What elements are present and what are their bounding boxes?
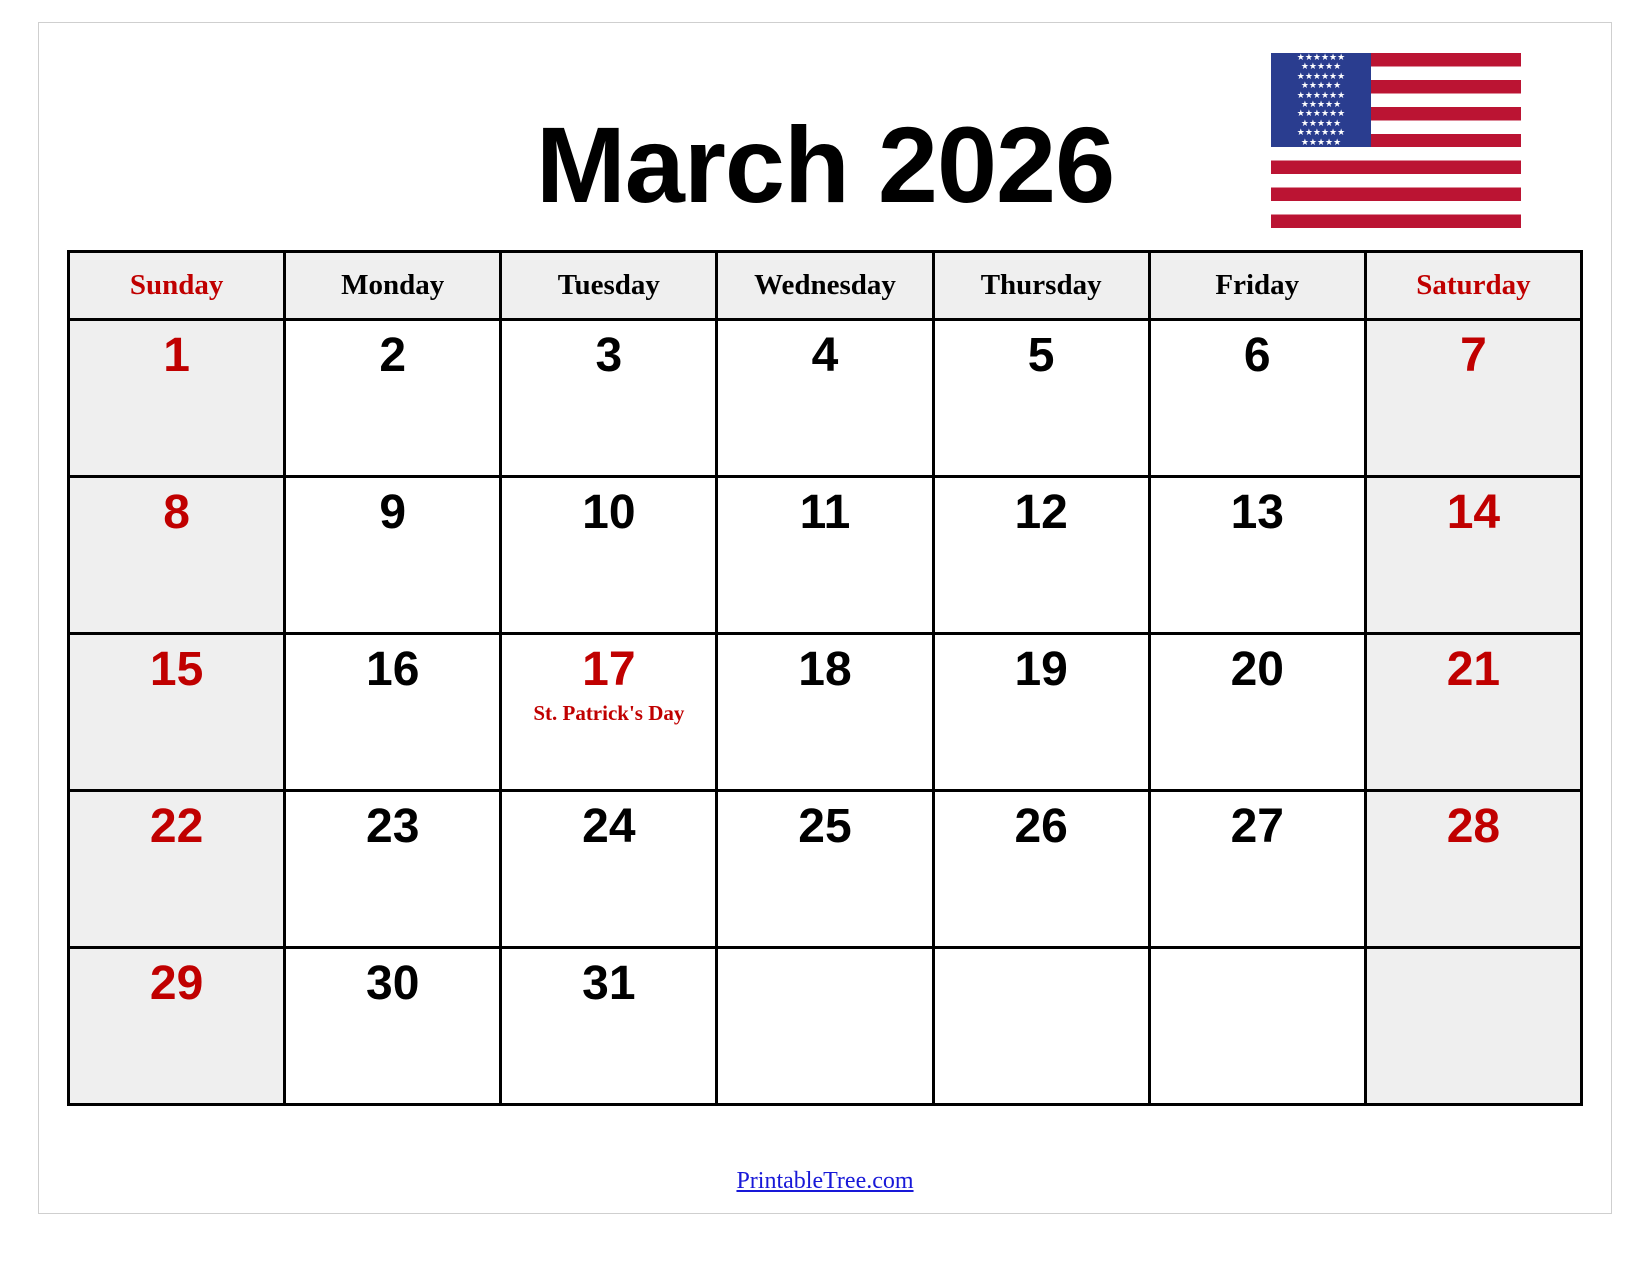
calendar-day-cell[interactable] bbox=[285, 948, 501, 1105]
day-number: 26 bbox=[1014, 800, 1068, 853]
weekday-header-sunday: Sunday bbox=[69, 252, 285, 320]
calendar-day-cell[interactable] bbox=[69, 791, 285, 948]
weekday-header-friday: Friday bbox=[1149, 252, 1365, 320]
day-number: 21 bbox=[1446, 643, 1501, 696]
holiday-label: St. Patrick's Day bbox=[533, 701, 685, 726]
day-number: 6 bbox=[1243, 329, 1271, 382]
flag-star-row: ★★★★★ bbox=[1300, 117, 1342, 128]
calendar-day-cell[interactable] bbox=[1149, 320, 1365, 477]
flag-star-row: ★★★★★ bbox=[1300, 61, 1342, 72]
day-number: 16 bbox=[366, 643, 420, 696]
flag-star-row: ★★★★★ bbox=[1300, 99, 1342, 110]
calendar-day-cell[interactable] bbox=[501, 634, 717, 791]
day-number bbox=[1367, 949, 1580, 959]
calendar-header bbox=[39, 23, 1611, 245]
day-number: 22 bbox=[149, 800, 204, 853]
day-number: 23 bbox=[366, 800, 420, 853]
weekday-header-tuesday: Tuesday bbox=[501, 252, 717, 320]
calendar-day-cell[interactable] bbox=[69, 634, 285, 791]
day-number: 19 bbox=[1014, 643, 1068, 696]
calendar-day-cell[interactable] bbox=[1149, 791, 1365, 948]
calendar-day-cell[interactable] bbox=[285, 791, 501, 948]
day-number: 13 bbox=[1230, 486, 1284, 539]
day-number: 4 bbox=[811, 329, 839, 382]
weekday-header-wednesday: Wednesday bbox=[717, 252, 933, 320]
weekday-header-saturday: Saturday bbox=[1365, 252, 1581, 320]
day-number: 7 bbox=[1460, 329, 1487, 382]
day-number: 29 bbox=[149, 957, 204, 1010]
day-number: 31 bbox=[582, 957, 636, 1010]
day-number: 8 bbox=[163, 486, 190, 539]
weekday-header-thursday: Thursday bbox=[933, 252, 1149, 320]
calendar-day-cell[interactable] bbox=[285, 320, 501, 477]
us-flag-icon bbox=[1271, 53, 1521, 228]
calendar-day-cell[interactable] bbox=[717, 791, 933, 948]
calendar-week-row bbox=[69, 791, 1582, 948]
day-number bbox=[1151, 949, 1364, 959]
day-number: 25 bbox=[798, 800, 852, 853]
day-number: 1 bbox=[163, 329, 190, 382]
calendar-day-cell[interactable] bbox=[1149, 477, 1365, 634]
calendar-day-cell[interactable] bbox=[69, 948, 285, 1105]
calendar-day-cell[interactable] bbox=[1149, 634, 1365, 791]
calendar-day-cell[interactable] bbox=[501, 477, 717, 634]
calendar-day-cell[interactable] bbox=[285, 634, 501, 791]
day-number: 27 bbox=[1230, 800, 1284, 853]
flag-star-row: ★★★★★★ bbox=[1296, 70, 1346, 81]
day-number: 20 bbox=[1230, 643, 1284, 696]
calendar-day-cell[interactable] bbox=[501, 791, 717, 948]
calendar-day-cell[interactable] bbox=[1365, 320, 1581, 477]
calendar-week-row bbox=[69, 320, 1582, 477]
calendar-week-row bbox=[69, 634, 1582, 791]
day-number: 2 bbox=[379, 329, 407, 382]
flag-star-row: ★★★★★ bbox=[1300, 136, 1342, 147]
flag-canton bbox=[1271, 53, 1371, 147]
calendar-day-cell[interactable] bbox=[933, 320, 1149, 477]
weekday-header-monday: Monday bbox=[285, 252, 501, 320]
flag-star-row: ★★★★★★ bbox=[1296, 108, 1346, 119]
calendar-page bbox=[38, 22, 1612, 1214]
flag-star-row: ★★★★★★ bbox=[1296, 53, 1346, 62]
day-number: 3 bbox=[595, 329, 623, 382]
calendar-day-cell[interactable] bbox=[717, 948, 933, 1105]
footer bbox=[39, 1168, 1611, 1195]
day-number: 14 bbox=[1446, 486, 1501, 539]
calendar-week-row bbox=[69, 477, 1582, 634]
calendar-day-cell[interactable] bbox=[717, 634, 933, 791]
calendar-day-cell[interactable] bbox=[1365, 477, 1581, 634]
calendar-day-cell[interactable] bbox=[933, 948, 1149, 1105]
calendar-day-cell[interactable] bbox=[1365, 634, 1581, 791]
flag-star-row: ★★★★★ bbox=[1300, 80, 1342, 91]
day-number bbox=[718, 949, 931, 959]
calendar-week-row bbox=[69, 948, 1582, 1105]
flag-star-row: ★★★★★★ bbox=[1296, 127, 1346, 138]
calendar-day-cell[interactable] bbox=[501, 320, 717, 477]
day-number: 17 bbox=[582, 643, 636, 696]
calendar-day-cell[interactable] bbox=[1149, 948, 1365, 1105]
day-number: 30 bbox=[366, 957, 420, 1010]
day-number: 10 bbox=[582, 486, 636, 539]
calendar-day-cell[interactable] bbox=[69, 320, 285, 477]
page-title: March 2026 bbox=[535, 104, 1115, 225]
calendar-day-cell[interactable] bbox=[1365, 948, 1581, 1105]
printabletree-link[interactable]: PrintableTree.com bbox=[736, 1168, 914, 1194]
day-number: 5 bbox=[1027, 329, 1055, 382]
day-number: 24 bbox=[582, 800, 636, 853]
calendar-grid-wrapper bbox=[67, 250, 1583, 1106]
calendar-day-cell[interactable] bbox=[933, 634, 1149, 791]
day-number: 28 bbox=[1446, 800, 1501, 853]
calendar-day-cell[interactable] bbox=[1365, 791, 1581, 948]
day-number: 15 bbox=[149, 643, 204, 696]
weekday-header-row bbox=[69, 252, 1582, 320]
calendar-day-cell[interactable] bbox=[69, 477, 285, 634]
calendar-day-cell[interactable] bbox=[933, 791, 1149, 948]
day-number: 11 bbox=[799, 486, 851, 539]
day-number bbox=[935, 949, 1148, 959]
calendar-day-cell[interactable] bbox=[717, 320, 933, 477]
calendar-day-cell[interactable] bbox=[717, 477, 933, 634]
calendar-day-cell[interactable] bbox=[285, 477, 501, 634]
calendar-table bbox=[67, 250, 1583, 1106]
day-number: 18 bbox=[798, 643, 852, 696]
day-number: 9 bbox=[379, 486, 407, 539]
calendar-day-cell[interactable] bbox=[501, 948, 717, 1105]
flag-star-row: ★★★★★★ bbox=[1296, 89, 1346, 100]
calendar-day-cell[interactable] bbox=[933, 477, 1149, 634]
day-number: 12 bbox=[1014, 486, 1068, 539]
